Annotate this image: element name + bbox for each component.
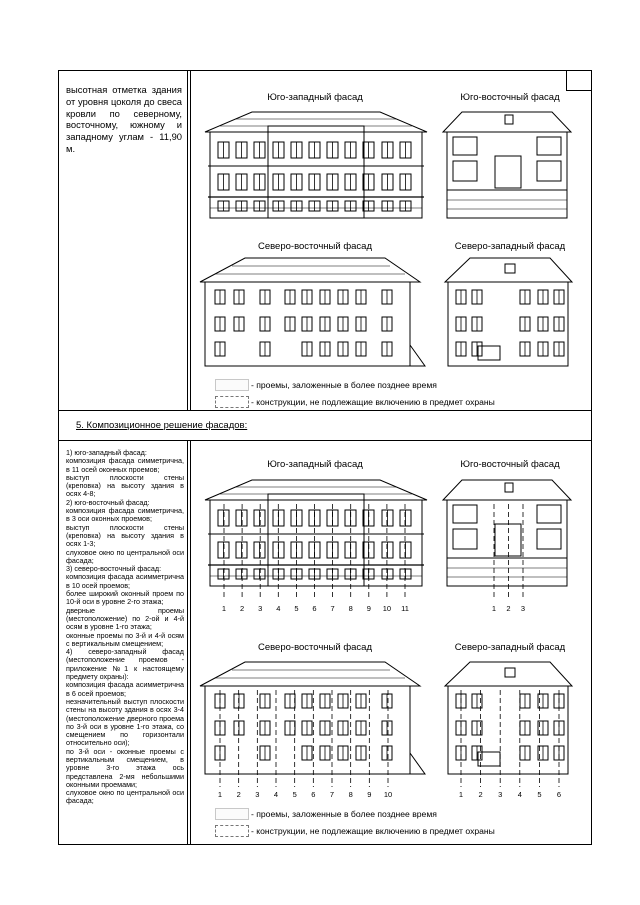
axis-number: 6 (311, 790, 316, 799)
list-item: слуховое окно по центральной оси фасада; (66, 547, 184, 565)
list-item: оконные проемы по 3-й и 4-й осям с вертикальным смещением; (66, 630, 184, 648)
list-item: композиция фасада асимметрична в 6 осей проемов; (66, 680, 184, 698)
axis-number: 3 (255, 790, 260, 799)
axis-number: 11 (401, 604, 409, 613)
legend-label-excluded: - конструкции, не подлежащие включению в предмет охраны (251, 826, 495, 836)
list-item: дверные проемы (местоположение) по 2-ой и 4-й осям в уровне 1-го этажа; (66, 605, 184, 632)
axis-number: 1 (458, 790, 464, 799)
list-item: выступ плоскости стены (креповка) на высоту здания в осях 1-3; (66, 522, 184, 549)
list-item: композиция фасада симметрична, в 3 оси оконных проемов; (66, 506, 184, 524)
facade-caption-sw-5: Юго-западный фасад (267, 459, 363, 470)
facade-drawing-ne-5 (200, 662, 425, 787)
facade-drawing-sw-5 (205, 480, 427, 600)
axis-number: 1 (217, 790, 223, 799)
axis-number: 8 (348, 604, 353, 613)
axis-number: 4 (517, 790, 522, 799)
axis-number: 10 (383, 790, 393, 799)
axis-number: 5 (294, 604, 299, 613)
facade-caption-nw-5: Северо-западный фасад (454, 642, 566, 653)
legend-label-walled: - проемы, заложенные в более позднее время (251, 380, 437, 390)
axis-number: 3 (258, 604, 263, 613)
legend-label-excluded: - конструкции, не подлежащие включению в предмет охраны (251, 397, 495, 407)
axis-number: 3 (520, 604, 526, 613)
axis-number: 4 (273, 790, 279, 799)
axis-number: 7 (330, 604, 335, 613)
list-item: выступ плоскости стены (креповка) на высоту здания в осях 4-8; (66, 472, 184, 499)
list-item: более широкий оконный проем по 10-й оси в уровне 2-го этажа; (66, 589, 184, 607)
list-item: композиция фасада симметрична, в 11 осей оконных проемов; (66, 456, 184, 474)
list-item: по 3-й оси - оконные проемы с вертикальным смещением, в уровне 3-го этажа ось представлена 2-мя небольшими оконными проемами; (66, 746, 184, 789)
axis-number: 4 (276, 604, 281, 613)
list-item: 1) юго-западный фасад: (66, 448, 147, 457)
facade-caption-nw: Северо-западный фасад (454, 241, 566, 252)
axis-number: 6 (312, 604, 317, 613)
axis-number: 1 (491, 604, 497, 613)
axis-number: 9 (366, 604, 371, 613)
facade-caption-ne-5: Северо-восточный фасад (257, 642, 373, 653)
section-title: 5. Композиционное решение фасадов: (76, 420, 248, 431)
axis-number: 3 (498, 790, 503, 799)
axis-number: 7 (329, 790, 335, 799)
axis-number: 6 (556, 790, 562, 799)
list-item: 3) северо-восточный фасад: (66, 564, 162, 574)
facade-drawing-nw-5 (445, 662, 572, 787)
axis-number: 8 (348, 790, 353, 799)
axis-number: 10 (382, 604, 392, 613)
list-item: незначительный выступ плоскости стены на высоту здания в осях 3-4 (местоположение дверного проема по 3-й оси в уровне 1-го этажа, со смещением по горизонтали относительно оси); (66, 696, 185, 748)
legend-swatch-excluded (215, 825, 249, 837)
list-item: 2) юго-восточный фасад: (66, 497, 150, 507)
facade-drawing-se-5 (443, 480, 571, 600)
axis-number: 2 (236, 790, 241, 799)
legend-swatch-walled (215, 808, 249, 820)
facade-caption-sw: Юго-западный фасад (267, 92, 363, 103)
axis-number: 9 (367, 790, 372, 799)
axis-number: 2 (506, 604, 511, 613)
legend-excluded-structures-5 (215, 825, 495, 837)
height-note: высотная отметка здания от уровня цоколя до свеса кровли по северному, восточному, южному и западному углам - 11,90 м. (66, 84, 182, 154)
axis-number: 5 (292, 790, 297, 799)
legend-label-walled: - проемы, заложенные в более позднее время (251, 809, 437, 819)
legend-walled-openings-5 (215, 808, 437, 820)
axis-number: 2 (240, 604, 245, 613)
facade-caption-se: Юго-восточный фасад (460, 92, 560, 103)
facade-caption-se-5: Юго-восточный фасад (460, 459, 560, 470)
list-item: слуховое окно по центральной оси фасада; (66, 788, 184, 806)
list-item: 4) северо-западный фасад (местоположение проемов - приложение №1 к настоящему предмету охраны): (66, 647, 184, 682)
axis-number: 5 (537, 790, 542, 799)
axis-number: 2 (478, 790, 483, 799)
facade-caption-ne: Северо-восточный фасад (257, 241, 373, 252)
list-item: композиция фасада асимметрична в 10 осей проемов; (66, 572, 184, 590)
axis-number: 1 (221, 604, 227, 613)
